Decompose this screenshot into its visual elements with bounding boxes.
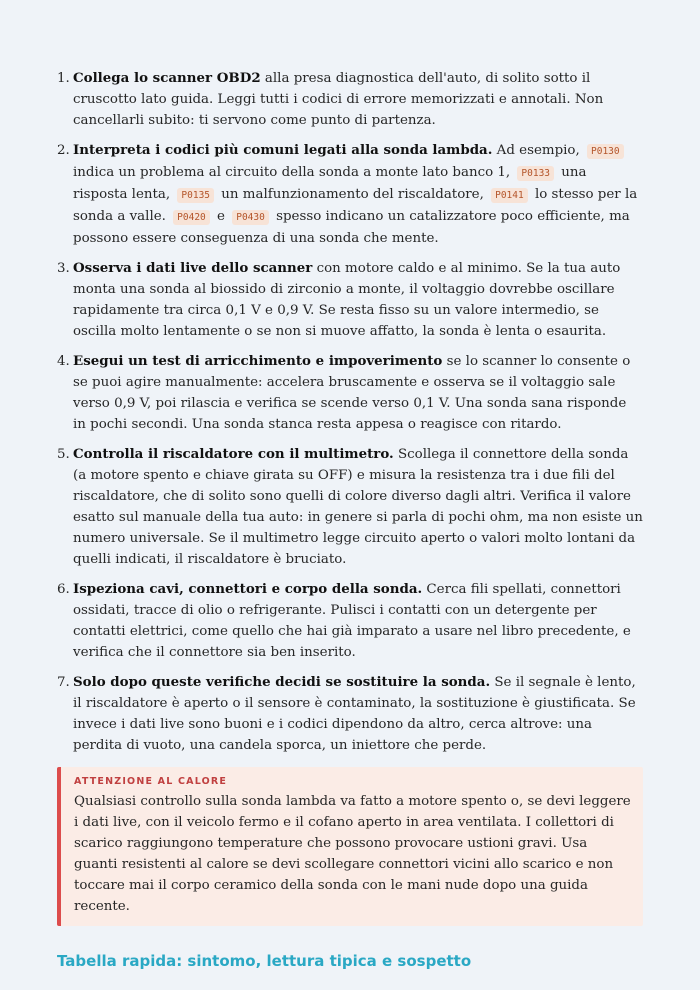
step-text: lo stesso per la sonda a valle. xyxy=(73,187,638,224)
step-text: e xyxy=(212,209,230,224)
step-item xyxy=(57,68,643,131)
error-code: P0135 xyxy=(177,188,214,203)
step-text: Se il segnale è lento, il riscaldatore è aperto o il sensore è contaminato, la sostituzione è giustificata. Se invece i dati live sono buoni e i codici dipendono da altro, cerca altrove: una perdita di vuoto, una candela sporca, un iniettore che perde. xyxy=(73,675,636,753)
step-text: un malfunzionamento del riscaldatore, xyxy=(217,187,489,202)
step-number: 2. xyxy=(57,143,70,158)
error-code: P0133 xyxy=(517,166,554,181)
error-code: P0420 xyxy=(173,210,210,225)
step-title: Esegui un test di arricchimento e impoverimento xyxy=(73,353,443,369)
step-number: 4. xyxy=(57,354,70,369)
steps-list xyxy=(57,68,643,756)
step-text: indica un problema al circuito della sonda a monte lato banco 1, xyxy=(73,165,515,180)
step-number: 7. xyxy=(57,675,70,690)
step-item xyxy=(57,351,643,435)
step-text: spesso indicano un catalizzatore poco efficiente, ma possono essere conseguenza di una sonda che mente. xyxy=(73,209,630,246)
step-title: Solo dopo queste verifiche decidi se sostituire la sonda. xyxy=(73,674,491,690)
step-text: se lo scanner lo consente o se puoi agire manualmente: accelera bruscamente e osserva se il voltaggio sale verso 0,9 V, poi rilascia e verifica se scende verso 0,1 V. Una sonda sana risponde in pochi secondi. Una sonda stanca resta appesa o reagisce con ritardo. xyxy=(73,354,631,432)
warning-title: ATTENZIONE AL CALORE xyxy=(74,776,228,787)
step-item xyxy=(57,444,643,570)
step-title: Controlla il riscaldatore con il multimetro. xyxy=(73,446,394,462)
step-text: Cerca fili spellati, connettori ossidati, tracce di olio o refrigerante. Pulisci i contatti con un detergente per contatti elettrici, come quello che hai già imparato a usare nel libro precedente, e verifica che il connettore sia ben inserito. xyxy=(73,582,631,660)
step-title: Interpreta i codici più comuni legati alla sonda lambda. xyxy=(73,142,493,158)
heat-warning-callout xyxy=(57,767,643,926)
step-text: Ad esempio, xyxy=(492,143,585,158)
step-number: 5. xyxy=(57,447,70,462)
step-number: 1. xyxy=(57,71,70,86)
step-title: Ispeziona cavi, connettori e corpo della sonda. xyxy=(73,581,423,597)
step-number: 3. xyxy=(57,261,70,276)
step-text: alla presa diagnostica dell'auto, di solito sotto il cruscotto lato guida. Leggi tutti i codici di errore memorizzati e annotali. Non cancellarli subito: ti servono come punto di partenza. xyxy=(73,71,604,128)
error-code: P0141 xyxy=(491,188,528,203)
error-code: P0430 xyxy=(232,210,269,225)
step-item xyxy=(57,579,643,663)
step-text: Scollega il connettore della sonda (a motore spento e chiave girata su OFF) e misura la resistenza tra i due fili del riscaldatore, che di solito sono quelli di colore diverso dagli altri. Verifica il valore esatto sul manuale della tua auto: in genere si parla di pochi ohm, ma non esiste un numero universale. Se il multimetro legge circuito aperto o valori molto lontani da quelli indicati, il riscaldatore è bruciato. xyxy=(73,447,643,567)
step-number: 6. xyxy=(57,582,70,597)
section-heading: Tabella rapida: sintomo, lettura tipica e sospetto xyxy=(57,952,472,970)
step-title: Collega lo scanner OBD2 xyxy=(73,70,261,86)
warning-body: Qualsiasi controllo sulla sonda lambda va fatto a motore spento o, se devi leggere i dati live, con il veicolo fermo e il cofano aperto in area ventilata. I collettori di scarico raggiungono temperature che possono provocare ustioni gravi. Usa guanti resistenti al calore se devi scollegare connettori vicini allo scarico e non toccare mai il corpo ceramico della sonda con le mani nude dopo una guida recente. xyxy=(74,794,631,914)
step-item xyxy=(57,258,643,342)
step-item xyxy=(57,672,643,756)
step-title: Osserva i dati live dello scanner xyxy=(73,260,313,276)
step-text: una risposta lenta, xyxy=(73,165,587,202)
step-text: con motore caldo e al minimo. Se la tua auto monta una sonda al biossido di zirconio a monte, il voltaggio dovrebbe oscillare rapidamente tra circa 0,1 V e 0,9 V. Se resta fisso su un valore intermedio, se oscilla molto lentamente o se non si muove affatto, la sonda è lenta o esaurita. xyxy=(73,261,621,339)
error-code: P0130 xyxy=(587,144,624,159)
step-item xyxy=(57,140,643,249)
